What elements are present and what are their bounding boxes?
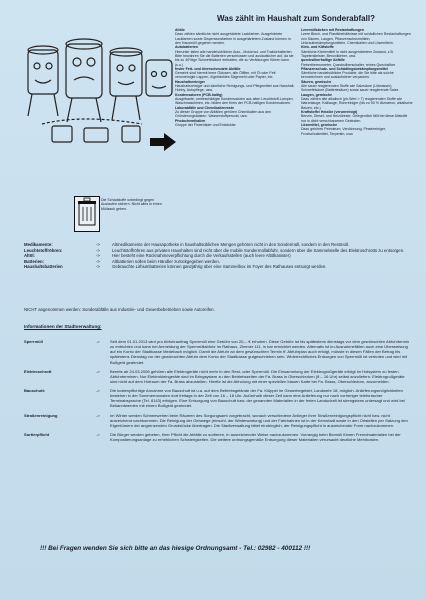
hazardous-bin-icon: [74, 196, 100, 232]
city-info-section-text: Seit dem 01.01.2013 wird pro Abfuhrauftrag Sperrmüll eine Gebühr von 20,-- € erhoben. Diese Gebühr ist bis spätestens dienstags vor dem gewünschten Abfuhrtermin zu entrichten und kann bei Anmeldung der Sperrmüllabfuhr im Rathaus, Zimmer 111, in bar entrichtet werden. Alternativ ist im Ausnahmefällen auch eine Überweisung auf ein Konto der Stadtkasse Medebach möglich. Damit die Abfuhr an dem gewünschten Termin ff. Abfuhrplan auch erfolgt, müsste in diesen Fällen der Betrag bis spätestens Dienstag vor der gewünschten Abfuhr dem Konto der Stadtkasse gutgeschrieben sein. Widerrechtliches Entsorgen von Sperrmüll ist verboten und wird mit Bußgeld geahndet.: [110, 339, 410, 365]
arrow-icon: ->: [96, 247, 100, 253]
city-info-section-text: Im Winter werden Schneewehen beim Räumen des Sorgungsamt vorgebracht, wonach verschiedene Anlieger ihrer Straßenreinigungspflicht nicht bzw. nicht ausreichend nachkommen. Die Reinigung der Gehwege (einschl. der Winterwartung) und der Fahrbahnen ist in der Kernstadt sowie in den Ortsteilen per Satzung den Eigentümern der angrenzenden Grundstücke übertragen. Die Stadtverwaltung bittet eindringlich, der Reinigungspflicht in ausreichender Form nachzukommen.: [110, 412, 408, 428]
arrow-icon: ->: [96, 264, 100, 270]
footer-contact: !!! Bei Fragen wenden Sie sich bitte an das hiesige Ordnungsamt - Tel.: 02982 - 400112 !!!: [40, 545, 311, 552]
city-info-section-label: Straßenreinigung: [24, 412, 58, 418]
waste-category-text: Dazu zählen alle alkalisch (ph-Wert > 7) reagierenden Stoffe wie Natronlauge, Kalilauge, Rohrreiniger (bis zu 90 % Ätznatron, alkalische Beizen, etc.): [301, 97, 413, 110]
city-info-section: [24, 369, 412, 384]
city-info-section-label: Sperrmüll: [24, 339, 43, 344]
info-row-label: Leuchtstoffröhren:: [24, 247, 63, 253]
waste-category-text: Gemeint sind hiermit leere Öldosen, alle Ölfilter, mit Öl oder Fett verunreinigte Lappen, ölgetränktes Sägemehl oder Papier, etc.: [175, 71, 276, 80]
city-info-section-label: Elektroschrott: [24, 368, 52, 374]
info-row-label: Medikamente:: [24, 242, 53, 247]
waste-category-heading: Kraftstoffe/ Heizöle (verunreinigt): [301, 109, 358, 114]
arrow-icon: ->: [96, 258, 100, 264]
info-heading: Informationen der Stadtverwaltung:: [24, 324, 102, 329]
not-accepted-note: NICHT angenommen werden: Sonderabfälle aus Industrie- und Gewerbebetrieben sowie Autoreifen.: [24, 307, 215, 312]
arrow-icon: ->: [96, 388, 100, 393]
waste-category-heading: Laborabfälle und Chemikalienreste: [175, 105, 234, 110]
waste-category-text: Benzin, Diesel- und Heizölreste. Gelegentlich fällt bei diese Altstoffe nur in dicht verschlossenen Gebinden.: [301, 114, 408, 123]
city-info-section-text: Die Bürger werden gebeten, ihrer Pflicht die Abfälle zu sortieren, in ausreichender Weise nachzukommen. Vorrangig beim Biomüll führen Fremdmaterialien bei der Kompostierungsanlage zu erheblichen Schwierigkeiten. Die weitere ordnungsgemäße Entsorgung dieser Materialien verursacht deutliche Mehrkosten.: [110, 431, 401, 442]
city-info-section-label: Bauschutt:: [24, 388, 46, 393]
info-row-text: Gebrauchte Lithiumbatterien können ganzjährig über eine Sammelbox im Foyer des Rathauses entsorgt werden.: [112, 264, 327, 270]
waste-category-heading: Kondensatoren (PCB-haltig): [175, 92, 223, 97]
city-info-section: [24, 388, 412, 409]
city-info-section: [24, 413, 412, 428]
arrow-icon: ->: [96, 253, 100, 259]
info-row: [24, 264, 409, 270]
city-info-sections: [24, 339, 412, 446]
waste-category-text: Gruppe der Fixierbäder und Entwickler.: [175, 122, 237, 127]
waste-types-column-right: [301, 28, 413, 136]
info-row-text: Altbatterien sollen beim Händler zurückgegeben werden.: [112, 258, 220, 264]
waste-category-heading: quecksilberhaltige Abfälle: [301, 58, 345, 63]
city-info-section: [24, 339, 412, 365]
waste-category-text: Hierunter fallen alle handelsüblichen Auto-, Motorrad- und Traktorbatterien. Bitte bewahren Sie die Batterien verschlossen und auslaufsicher auf, da sie bis zu 40%ige Schwefelsäure enthalten, die zu Verätzungen führen kann. (s.u.): [175, 49, 294, 67]
waste-category-text: Alle sauer reagierenden Stoffe wie Salzsäure (Lötwasser), Schwefelsäure (Batteriesäure) sowie sauer reagierende Salze.: [301, 84, 400, 93]
waste-category-text: Leere Blech- und Plastikbehältnisse mit schädlichen Restanhaftungen von Säuren, Laugen, Pflanzenschutzmitteln, Unkrautbekämpfungsmitteln, Chemikalien und Lösemitteln.: [301, 32, 411, 45]
right-arrow-icon: [150, 133, 176, 151]
waste-category-text: Haushaltsreiniger und sämtliche Reinigungs- und Pflegemittel aus Haushalt, Hobby, Autopflege, usw.: [175, 84, 295, 93]
waste-category-heading: Pflanzenschutz- und Schädlingsbekämpfungsmittel: [301, 66, 388, 71]
city-info-section-text: Die kostenpflichtige Annahme von Bauschutt ist u.a. auf dem Betriebsgelände der Fa. Klüppel im Gewerbegebiet, Landwehr 18, möglich. Anlieferungsmöglichkeiten bestehen in der Sommermonaten dort freitags in der Zeit von 16 – 18 Uhr. Außerhalb dieser Zeit kann eine Anlieferung nur nach vorheriger telefonischer Terminabsprache (Tel. 8143) erfolgen. Eine Entsorgung von Bauschutt bzw. der genannten Materialien in der freien Landschaft ist strengstens untersagt und wird bei Bekanntwerden mit einem Bußgeld geahndet.: [110, 388, 405, 409]
info-row-label: Altöl:: [24, 253, 35, 259]
arrow-icon: ->: [96, 412, 100, 418]
waste-category-text: Dazu gehören Petroleum, Verdünnung, Pinselreiniger, Frostschutzmittel, Terpentin, usw.: [301, 127, 386, 136]
city-info-section-label: Sortierpflicht: [24, 431, 50, 437]
info-row-label: Haushaltsbatterien: [24, 264, 63, 270]
info-rows: [24, 242, 409, 270]
waste-category-heading: Haushaltsreiniger: [175, 79, 205, 84]
waste-category-heading: Leermüllsäcken mit Restanhaftungen: [301, 28, 365, 32]
waste-category-heading: Kleb- und Kittstoffe: [301, 45, 334, 50]
waste-category-text: Fieberthermometer, Quecksilberschalter, reines Quecksilber: [301, 62, 396, 67]
arrow-icon: ->: [96, 431, 100, 437]
arrow-icon: ->: [96, 339, 100, 344]
waste-category-heading: Säuren, gemische: [301, 79, 332, 84]
waste-category-heading: fester Fett- und ölverschmutzte Abfälle: [175, 66, 241, 71]
info-row-text: Leuchtstoffröhren aus privaten Haushalten sind nicht über die mobile Sondermüllabfuhr, sondern über die Sammelstelle des Elektroschrotts zu entsorgen.: [112, 247, 405, 253]
bin-caption: Die Schadstoffe unbedingt gegen Auslaufen sichern. Nicht alles in einen Müllsack geben.: [101, 198, 162, 211]
waste-category-text: Zu dieser Gruppe von Abfällen gehören Chemikalien aus den Gründerungsbasten. Wasserstoffperoxid, usw.: [175, 109, 272, 119]
city-info-section-text: Bereits ab 24.03.2006 gehören alle Elektrogeräte nicht mehr in den Rest- oder Sperrmüll. Die Einsammlung der Elektrogroßgeräte erfolgt im Holsystem zu festen Abfuhrterminen. Nur Elektrokleingeräte sind im Bringsystem zu den Betriebszeiten der Fa. Brass in Oberschledorn (8 – 16 Uhr) selbst anzuliefern. Elektrogroßgeräte sind nicht auf dem Hofraum der Fa. Brass abzustellen. Hierfür ist die Abholung mit einer speziellen blauen Karte bei Fa. Brass, Oberschledorn, anzumelden.: [110, 368, 405, 384]
waste-types-column-left: [175, 28, 296, 127]
waste-category-heading: Autobatterien: [175, 45, 199, 50]
waste-category-heading: Laugen, gemische: [301, 92, 332, 97]
waste-category-heading: Lösemittel, gemische: [301, 122, 338, 127]
waste-category-text: Dazu zählen sämtliche nicht ausgehärtete Lackfarben. Ausgehärtete Lackfarben sowie Dispersionsfarben in ausgehärtetem Zustand können in den Hausmüll gegeben werden.: [175, 32, 291, 45]
waste-category-heading: Photochemikalien: [175, 118, 206, 123]
info-row-text: Hier besteht eine Rücknahmeverpflichtung durch die Verkaufsstellen (auch leere Altölkanister): [112, 253, 291, 259]
page-title: Was zählt im Haushalt zum Sonderabfall?: [217, 14, 375, 23]
city-info-section: [24, 432, 412, 442]
waste-category-heading: Altöle: [175, 28, 185, 32]
info-row-text: Altmedikamente der Hausapotheke in haushaltsüblichen Mengen gehören nicht in den Sondermüll, sondern in den Restmüll.: [112, 242, 349, 247]
waste-category-text: Sämtliche Klebemittel in nicht ausgehärtetem Zustand, z.B. Tapetenkleister, Benzolkleber, usw.: [301, 49, 394, 58]
arrow-icon: ->: [96, 242, 100, 247]
info-row-label: Batterien:: [24, 258, 45, 264]
waste-category-text: Ausgebaute, umbeschädigte Kondensatoren aus alten Leuchtstoff-Lampen, Waschmaschinen, etc. bilden den Kreis der PCB-haltigen Kondensatoren.: [175, 97, 294, 106]
waste-category-text: Sämtliche handelsübliche Produkte, die Sie bitte als solche kennzeichnen und auslaufsicher verpacken.: [301, 71, 394, 80]
arrow-icon: ->: [96, 368, 100, 374]
